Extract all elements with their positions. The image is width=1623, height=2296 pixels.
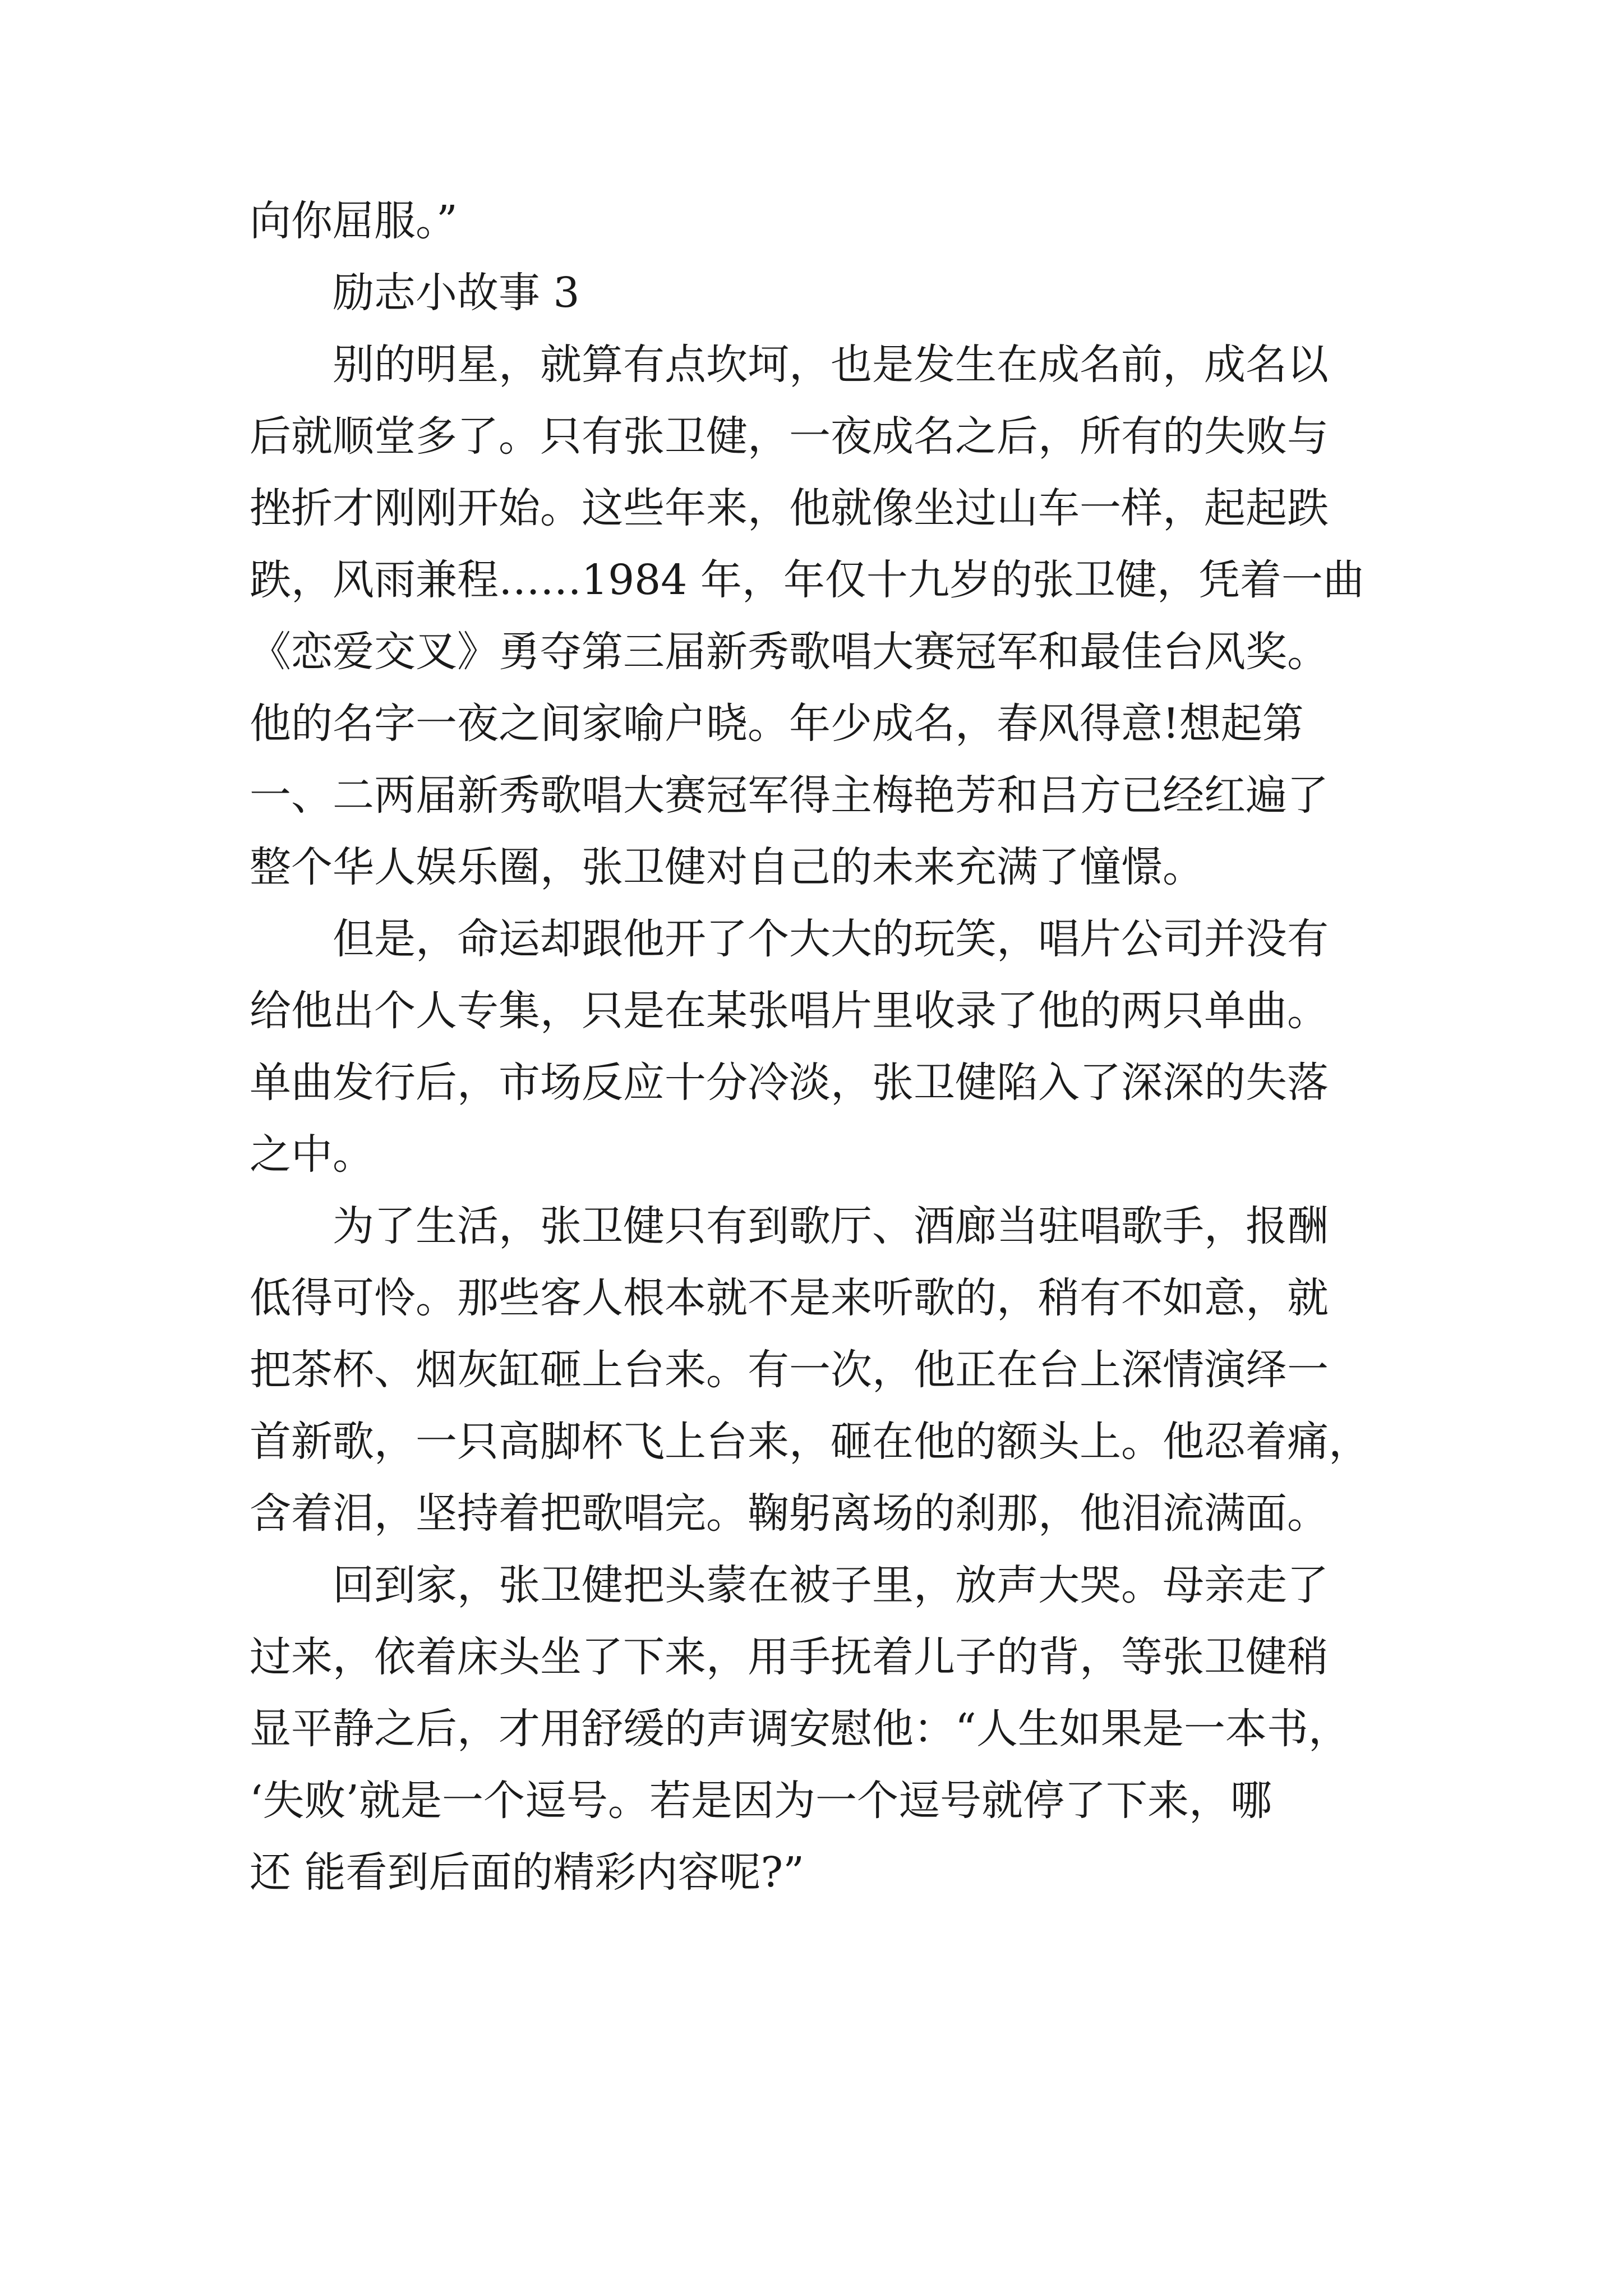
text-line: 显平静之后，才用舒缓的声调安慰他：“人生如果是一本书，	[250, 1705, 1350, 1753]
text-line: 回到家，张卫健把头蒙在被子里，放声大哭。母亲走了	[333, 1561, 1329, 1609]
text-line: 含着泪，坚持着把歌唱完。鞠躬离场的刹那，他泪流满面。	[250, 1489, 1329, 1538]
text-line: 挫折才刚刚开始。这些年来，他就像坐过山车一样，起起跌	[250, 484, 1329, 532]
text-line: 把茶杯、烟灰缸砸上台来。有一次，他正在台上深情演绎一	[250, 1346, 1329, 1394]
text-line: 跌，风雨兼程……1984 年，年仅十九岁的张卫健，凭着一曲	[250, 556, 1364, 604]
text-line: 整个华人娱乐圈，张卫健对自己的未来充满了憧憬。	[250, 843, 1204, 891]
text-line: 《恋爱交叉》勇夺第三届新秀歌唱大赛冠军和最佳台风奖。	[250, 628, 1329, 676]
text-line: 低得可怜。那些客人根本就不是来听歌的，稍有不如意，就	[250, 1274, 1329, 1322]
text-line: ‘失败’就是一个逗号。若是因为一个逗号就停了下来，哪	[250, 1777, 1272, 1825]
text-line: 别的明星，就算有点坎坷，也是发生在成名前，成名以	[333, 341, 1329, 389]
text-line: 单曲发行后，市场反应十分冷淡，张卫健陷入了深深的失落	[250, 1059, 1329, 1107]
text-line: 首新歌，一只高脚杯飞上台来，砸在他的额头上。他忍着痛，	[250, 1418, 1370, 1466]
text-line: 一、二两届新秀歌唱大赛冠军得主梅艳芳和吕方已经红遍了	[250, 771, 1329, 820]
text-line: 过来，依着床头坐了下来，用手抚着儿子的背，等张卫健稍	[250, 1633, 1329, 1681]
text-line: 给他出个人专集，只是在某张唱片里收录了他的两只单曲。	[250, 987, 1329, 1035]
text-line: 后就顺堂多了。只有张卫健，一夜成名之后，所有的失败与	[250, 412, 1329, 461]
text-line: 为了生活，张卫健只有到歌厅、酒廊当驻唱歌手，报酬	[333, 1202, 1329, 1250]
text-line: 励志小故事 3	[333, 269, 580, 317]
text-line: 还 能看到后面的精彩内容呢?”	[250, 1848, 805, 1897]
text-line: 向你屈服。”	[250, 197, 458, 245]
text-line: 他的名字一夜之间家喻户晓。年少成名，春风得意!想起第	[250, 700, 1304, 748]
text-line: 之中。	[250, 1130, 374, 1179]
text-line: 但是，命运却跟他开了个大大的玩笑，唱片公司并没有	[333, 915, 1329, 963]
body-text	[250, 185, 1433, 1908]
